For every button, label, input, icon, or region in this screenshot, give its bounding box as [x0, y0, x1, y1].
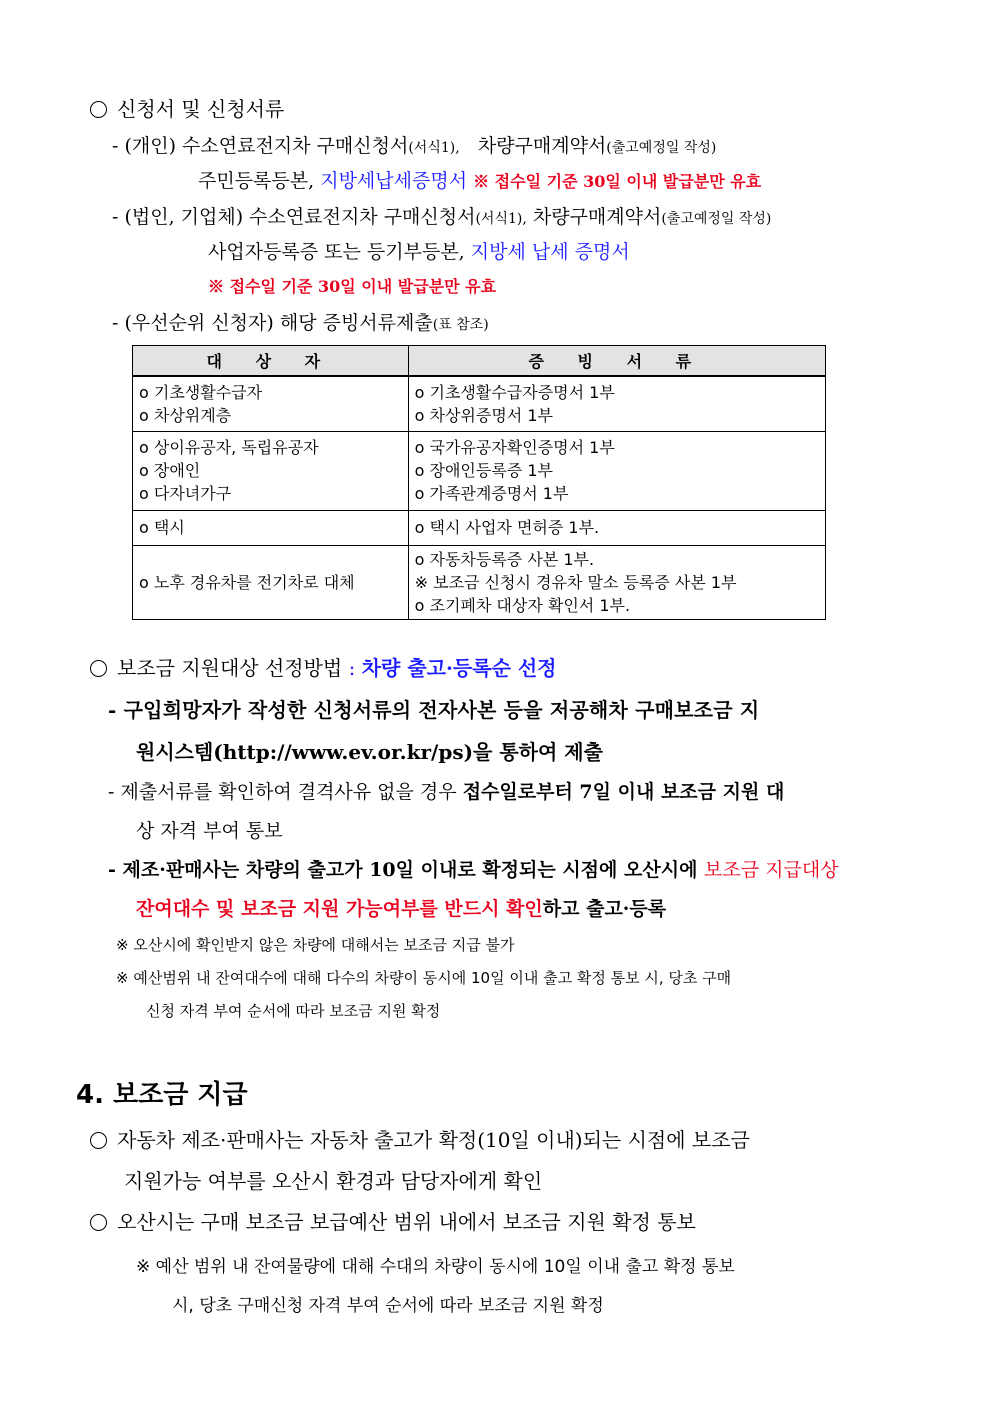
item3-line2-b: 하고 출고·등록 — [542, 898, 667, 920]
cell-line: o 자동차등록증 사본 1부. — [414, 549, 595, 569]
circle-bullet-icon — [90, 660, 107, 677]
table-cell-docs — [408, 431, 825, 510]
docs-corporate-line2 — [208, 237, 630, 264]
priority-note: (표 참조) — [432, 317, 489, 333]
cell-line: o 장애인등록증 1부 — [414, 461, 553, 480]
table-row — [133, 431, 826, 510]
indiv-contract: 차량구매계약서 — [477, 135, 607, 157]
table-cell-target — [133, 376, 409, 431]
selection-item2-line1 — [108, 777, 784, 804]
table-row — [133, 545, 826, 619]
docs-title-text: 신청서 및 신청서류 — [117, 97, 285, 121]
cell-line: o 택시 사업자 면허증 1부. — [414, 518, 600, 537]
cell-line: o 기초생활수급자 — [139, 382, 263, 402]
docs-individual-line2 — [198, 166, 761, 193]
docs-priority-line — [112, 308, 489, 335]
selection-note2-line1: ※ 예산범위 내 잔여대수에 대해 다수의 차량이 동시에 10일 이내 출고 확정 통보 시, 당초 구매 — [116, 969, 732, 987]
table-row — [133, 376, 826, 431]
table-cell-target — [133, 431, 409, 510]
cell-line: ※ 보조금 신청시 경유차 말소 등록증 사본 1부 — [414, 572, 737, 592]
payment-item1-line2: 지원가능 여부를 오산시 환경과 담당자에게 확인 — [124, 1169, 543, 1193]
selection-title-b: 차량 출고·등록순 선정 — [361, 656, 557, 680]
payment-item2 — [90, 1206, 696, 1235]
item3-line2-a: 잔여대수 및 보조금 지원 가능여부를 반드시 확인 — [136, 898, 543, 920]
corp-form: (서식1), — [475, 211, 527, 227]
indiv-line2-a: 주민등록등본, — [198, 170, 315, 192]
table-cell-docs — [408, 545, 825, 619]
payment-heading: 4. 보조금 지급 — [76, 1080, 248, 1110]
corp-prefix: - (법인, 기업체) 수소연료전지차 구매신청서 — [112, 206, 476, 228]
item2-b: 접수일로부터 7일 이내 보조금 지원 대 — [462, 781, 785, 803]
cell-line: o 조기폐차 대상자 확인서 1부. — [414, 595, 631, 615]
selection-title — [90, 652, 557, 681]
item3-b: 보조금 지급대상 — [704, 859, 839, 881]
table-cell-target — [133, 510, 409, 545]
table-header-row — [133, 346, 826, 377]
table-cell-docs — [408, 510, 825, 545]
cell-line: o 노후 경유차를 전기차로 대체 — [139, 572, 355, 592]
docs-corporate-line — [112, 202, 771, 229]
selection-item3-line2 — [136, 894, 666, 921]
circle-bullet-icon — [90, 101, 107, 118]
indiv-contract-note: (출고예정일 작성) — [606, 140, 717, 156]
item2-a: - 제출서류를 확인하여 결격사유 없을 경우 — [108, 781, 457, 803]
indiv-line2-b: 지방세납세증명서 — [320, 170, 468, 192]
docs-individual-line — [112, 131, 716, 158]
payment-item2-text: 오산시는 구매 보조금 보급예산 범위 내에서 보조금 지원 확정 통보 — [117, 1210, 696, 1234]
payment-note-line2: 시, 당초 구매신청 자격 부여 순서에 따라 보조금 지원 확정 — [172, 1296, 604, 1316]
selection-item2-line2: 상 자격 부여 통보 — [136, 820, 283, 842]
cell-line: o 장애인 — [139, 461, 201, 480]
payment-note-line1: ※ 예산 범위 내 잔여물량에 대해 수대의 차량이 동시에 10일 이내 출고 확정 통보 — [136, 1257, 735, 1277]
indiv-prefix: - (개인) 수소연료전지차 구매신청서 — [112, 135, 409, 157]
selection-item1-line1: - 구입희망자가 작성한 신청서류의 전자사본 등을 저공해차 구매보조금 지 — [108, 698, 760, 722]
selection-note1: ※ 오산시에 확인받지 않은 차량에 대해서는 보조금 지급 불가 — [116, 936, 515, 954]
cell-line: o 다자녀가구 — [139, 484, 232, 503]
table-cell-target — [133, 545, 409, 619]
selection-item3-line1 — [108, 855, 839, 882]
table-row — [133, 510, 826, 545]
priority-docs-table — [132, 345, 826, 620]
payment-item1-line1 — [90, 1124, 750, 1153]
selection-note2-line2: 신청 자격 부여 순서에 따라 보조금 지원 확정 — [146, 1002, 441, 1020]
cell-line: o 상이유공자, 독립유공자 — [139, 438, 319, 457]
table-cell-docs — [408, 376, 825, 431]
docs-title — [90, 93, 284, 122]
corp-validity-note: ※ 접수일 기준 30일 이내 발급분만 유효 — [208, 277, 497, 296]
item3-a: - 제조·판매사는 차량의 출고가 10일 이내로 확정되는 시점에 오산시에 — [108, 859, 698, 881]
cell-line: o 택시 — [139, 518, 185, 537]
table-header-target: 대 상 자 — [133, 346, 409, 377]
corp-line2-a: 사업자등록증 또는 등기부등본, — [208, 241, 465, 263]
selection-title-a: 보조금 지원대상 선정방법 — [117, 656, 343, 680]
selection-title-colon: : — [348, 656, 356, 680]
payment-item1-text: 자동차 제조·판매사는 자동차 출고가 확정(10일 이내)되는 시점에 보조금 — [117, 1128, 750, 1152]
cell-line: o 가족관계증명서 1부 — [414, 484, 569, 503]
selection-item1-line2: 원시스템(http://www.ev.or.kr/ps)을 통하여 제출 — [136, 740, 603, 764]
corp-contract-note: (출고예정일 작성) — [661, 211, 772, 227]
cell-line: o 차상위증명서 1부 — [414, 405, 553, 425]
priority-prefix: - (우선순위 신청자) 해당 증빙서류제출 — [112, 312, 433, 334]
circle-bullet-icon — [90, 1214, 107, 1231]
cell-line: o 차상위계층 — [139, 405, 232, 425]
table-header-docs: 증 빙 서 류 — [408, 346, 825, 377]
corp-line2-b: 지방세 납세 증명서 — [470, 241, 630, 263]
cell-line: o 국가유공자확인증명서 1부 — [414, 438, 615, 457]
indiv-validity-note: ※ 접수일 기준 30일 이내 발급분만 유효 — [473, 172, 762, 191]
cell-line: o 기초생활수급자증명서 1부 — [414, 382, 615, 402]
indiv-form: (서식1), — [408, 140, 460, 156]
corp-contract: 차량구매계약서 — [532, 206, 662, 228]
circle-bullet-icon — [90, 1132, 107, 1149]
